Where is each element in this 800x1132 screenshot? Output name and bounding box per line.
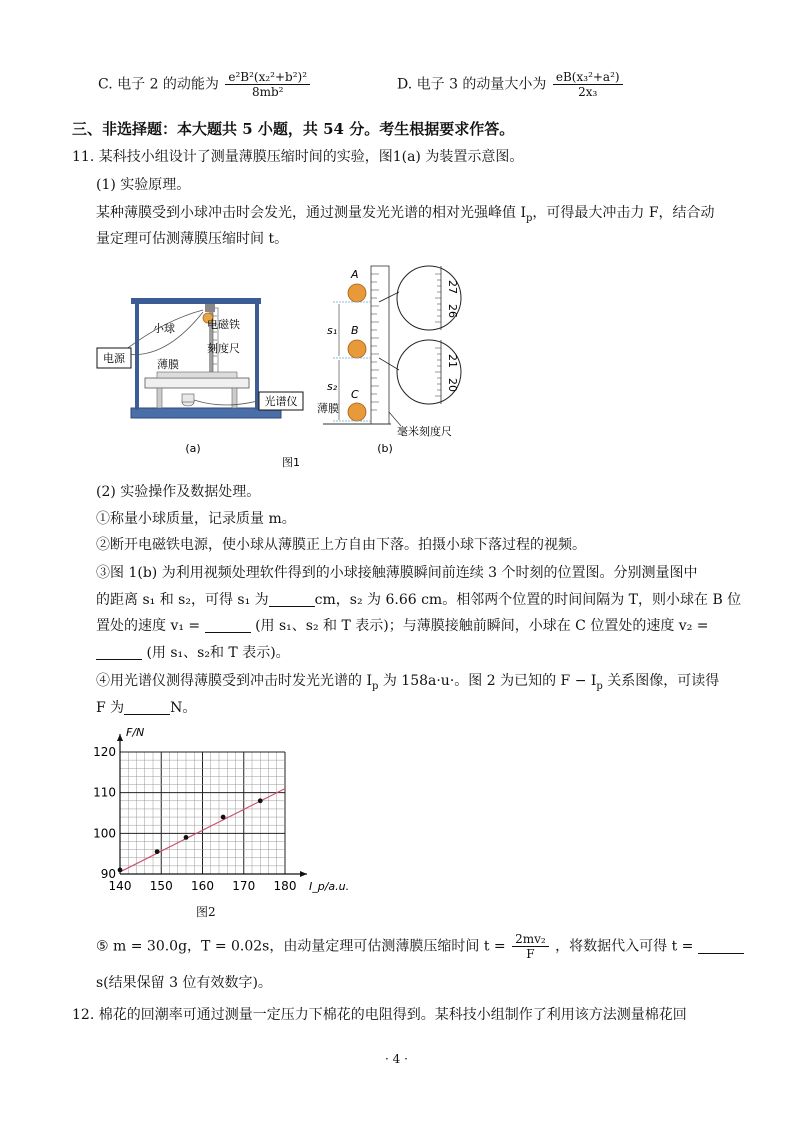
- label-c: C: [351, 388, 359, 401]
- step3-text-c2: (用 s₁、s₂ 和 T 表示)；与薄膜接触前瞬间，小球在 C 位置处的速度 v₂ =: [255, 618, 709, 634]
- dial-20: 20: [446, 378, 459, 392]
- step4-text-d2: N。: [170, 700, 197, 716]
- label-power: 电源: [103, 352, 125, 365]
- option-d-denominator: 2x₃: [578, 85, 598, 99]
- q11-principle: 某种薄膜受到小球冲击时会发光，通过测量发光光谱的相对光强峰值 $I_p$，可得最大冲击力 F，结合动: [96, 205, 715, 224]
- step4-text-a: ④用光谱仪测得薄膜受到冲击时发光光谱的 I: [96, 673, 372, 689]
- step4-text-b: 为 158a·u·。图 2 为已知的 F − I: [378, 673, 597, 689]
- y-axis-arrow: [117, 734, 123, 741]
- q11-part2-title: (2) 实验操作及数据处理。: [96, 484, 261, 500]
- chart-axes: [117, 734, 307, 877]
- step3-text-b2: cm，s₂ 为 6.66 cm。相邻两个位置的时间间隔为 T，则小球在 B 位: [314, 592, 742, 608]
- figure-1b-positions: [317, 266, 461, 455]
- option-d: [397, 70, 625, 99]
- data-point: [184, 835, 189, 840]
- option-c-fraction: [225, 70, 310, 99]
- q11-step3-line3: [96, 615, 708, 635]
- magnifier-bottom: [397, 340, 461, 404]
- figure-1a-apparatus: [97, 298, 303, 455]
- section-heading: 三、非选择题：本大题共 5 小题，共 54 分。考生根据要求作答。: [72, 120, 515, 138]
- magnifier-top: [397, 266, 461, 330]
- label-s2: s₂: [327, 380, 338, 393]
- y-tick-label: 90: [100, 867, 116, 881]
- label-ball: 小球: [153, 322, 175, 335]
- q11-step1: ①称量小球质量，记录质量 m。: [96, 511, 296, 527]
- q11-step2: ②断开电磁铁电源，使小球从薄膜正上方自由下落。拍摄小球下落过程的视频。: [96, 537, 586, 553]
- option-c-numerator: e²B²(x₂²+b²)²: [225, 70, 310, 85]
- figure-1a-label: (a): [185, 442, 201, 455]
- figure-2-caption: 图2: [196, 905, 216, 919]
- option-c: [98, 70, 312, 99]
- step4-text-c: 关系图像，可读得: [602, 673, 720, 689]
- step3-text-d: (用 s₁、s₂和 T 表示)。: [146, 645, 290, 661]
- y-tick-label: 120: [93, 745, 116, 759]
- x-tick-label: 180: [273, 879, 297, 893]
- q11-step3-line2: [96, 589, 741, 609]
- ball-c: [348, 403, 366, 421]
- x-tick-label: 140: [108, 879, 132, 893]
- label-film-b: 薄膜: [317, 402, 339, 415]
- q11-step4-line2: [96, 697, 196, 717]
- label-b: B: [351, 324, 359, 337]
- option-c-text: C. 电子 2 的动能为: [98, 76, 219, 93]
- step5-text-a: ⑤ m = 30.0g，T = 0.02s，由动量定理可估测薄膜压缩时间 t =: [96, 938, 506, 955]
- data-point: [221, 815, 226, 820]
- figure-1b-label: (b): [377, 442, 393, 455]
- label-s1: s₁: [327, 324, 338, 337]
- answer-blank-t[interactable]: [698, 939, 744, 954]
- option-d-fraction: [553, 70, 623, 99]
- answer-blank-f[interactable]: [124, 700, 170, 715]
- q11-step5-line1: [96, 932, 744, 961]
- answer-blank-v2[interactable]: [96, 645, 142, 660]
- y-tick-label: 110: [93, 785, 116, 800]
- step3-text-c1: 置处的速度 v₁ =: [96, 618, 201, 634]
- ball-a: [348, 284, 366, 302]
- chart-y-label: F/N: [126, 726, 145, 739]
- q11-step4-line1: ④用光谱仪测得薄膜受到冲击时发光光谱的 $I_p$ 为 158a·u·。图 2 为已知的 $F - I_p$ 关系图像，可读得: [96, 673, 720, 692]
- option-c-denominator: 8mb²: [251, 85, 284, 99]
- x-tick-label: 170: [232, 879, 256, 893]
- y-tick-label: 100: [93, 826, 116, 841]
- option-d-numerator: eB(x₃²+a²): [553, 70, 623, 85]
- step5-numerator: 2mv₂: [512, 932, 549, 947]
- step5-denominator: F: [526, 947, 535, 961]
- chart-grid: [120, 752, 285, 874]
- x-tick-label: 160: [191, 879, 214, 893]
- label-mm-ruler: 毫米刻度尺: [397, 425, 452, 438]
- label-film: 薄膜: [157, 358, 179, 371]
- dial-27: 27: [446, 280, 459, 294]
- q11-step3-line1: ③图 1(b) 为利用视频处理软件得到的小球接触薄膜瞬间前连续 3 个时刻的位置图。分别测量图中: [96, 565, 698, 581]
- x-axis-arrow: [300, 871, 307, 877]
- q11-step5-line2: s(结果保留 3 位有效数字)。: [96, 975, 272, 991]
- step3-text-b1: 的距离 s₁ 和 s₂，可得 s₁ 为: [96, 592, 269, 608]
- ball-b: [348, 340, 366, 358]
- principle-text-b: ，可得最大冲击力 F，结合动: [532, 205, 715, 221]
- label-magnet: 电磁铁: [207, 318, 240, 331]
- dial-26: 26: [446, 304, 459, 318]
- q11-principle-cont: 量定理可估测薄膜压缩时间 t。: [96, 231, 289, 247]
- answer-blank-v1[interactable]: [205, 618, 251, 633]
- chart-x-label: I_p/a.u.: [309, 880, 350, 893]
- label-spectrometer: 光谱仪: [264, 395, 298, 408]
- step5-fraction: [512, 932, 549, 961]
- option-d-text: D. 电子 3 的动量大小为: [397, 76, 547, 93]
- data-point: [155, 849, 160, 854]
- principle-text-a: 某种薄膜受到小球冲击时会发光，通过测量发光光谱的相对光强峰值 I: [96, 205, 526, 221]
- data-point: [258, 798, 263, 803]
- q11-part1-title: (1) 实验原理。: [96, 177, 191, 193]
- label-ruler: 刻度尺: [207, 342, 240, 355]
- figure-2-chart: [90, 722, 350, 922]
- label-a: A: [351, 268, 359, 281]
- dial-21: 21: [446, 354, 459, 368]
- x-tick-label: 150: [149, 879, 173, 893]
- page-number: · 4 ·: [385, 1052, 408, 1066]
- q12-intro: 12. 棉花的回潮率可通过测量一定压力下棉花的电阻得到。某科技小组制作了利用该方法测量棉花回: [72, 1007, 687, 1023]
- step4-text-d1: F 为: [96, 700, 125, 716]
- q11-intro: 11. 某科技小组设计了测量薄膜压缩时间的实验，图1(a) 为装置示意图。: [72, 149, 524, 165]
- q11-step3-line4: [96, 642, 290, 662]
- figure-1: [95, 260, 485, 470]
- figure-1-caption: 图1: [282, 456, 300, 469]
- answer-blank-s1[interactable]: [269, 592, 315, 607]
- chart-points: [118, 798, 263, 872]
- data-point: [118, 868, 123, 873]
- step5-text-b: ，将数据代入可得 t =: [555, 938, 694, 955]
